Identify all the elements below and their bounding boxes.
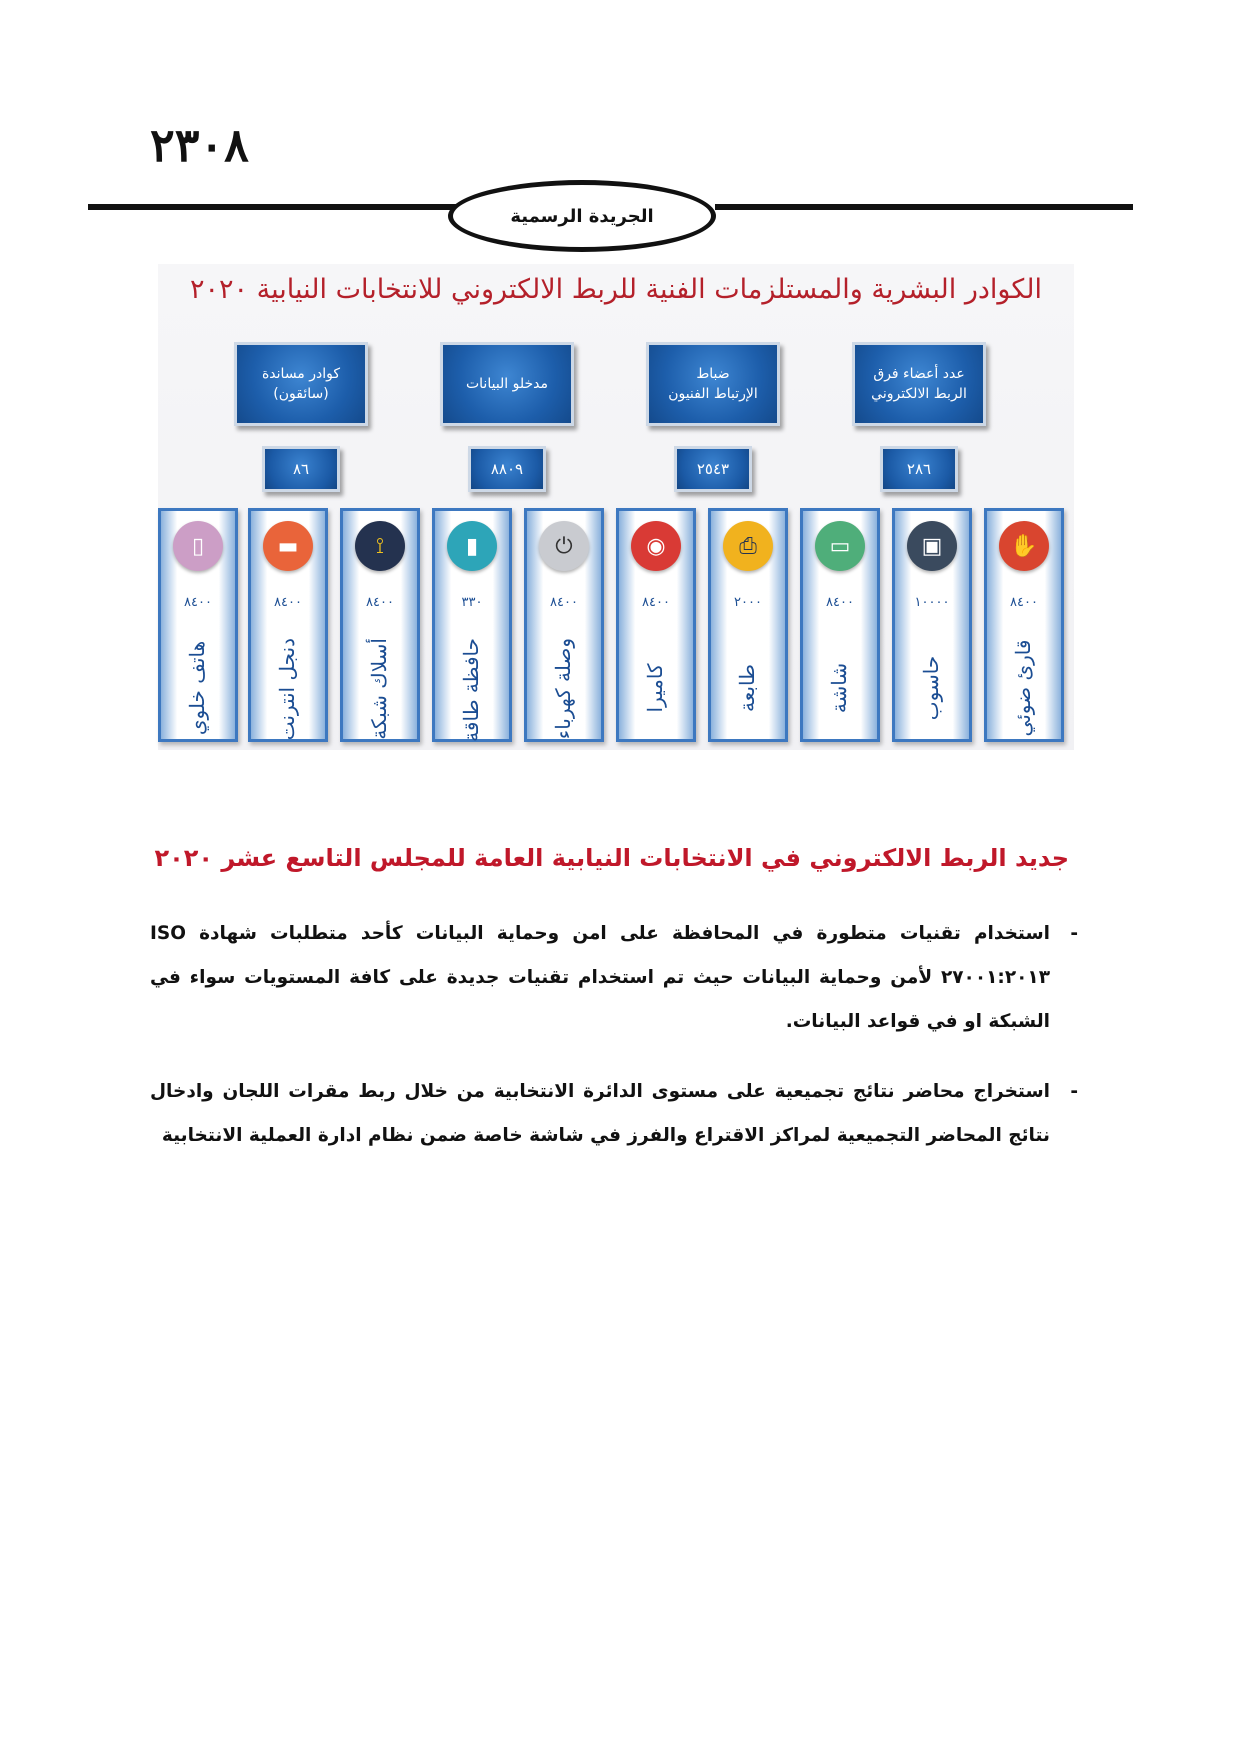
power-strip-icon: ⏻	[539, 521, 589, 571]
equipment-label: هاتف خلوي	[185, 640, 209, 736]
equipment-quantity: ٣٣٠	[461, 595, 483, 610]
header-rule	[715, 204, 1133, 210]
equipment-label: دنجل انترنت	[275, 638, 299, 741]
equipment-quantity: ٨٤٠٠	[642, 595, 670, 610]
category-label: ضباط	[696, 366, 730, 382]
battery-icon: ▮	[447, 521, 497, 571]
category-count: ٢٥٤٣	[674, 446, 752, 492]
bullet-paragraph	[150, 912, 1078, 1044]
bullet-paragraph	[150, 1070, 1078, 1158]
category-count: ٨٨٠٩	[468, 446, 546, 492]
category-label: الربط الالكتروني	[871, 386, 967, 402]
equipment-label: وصلة كهرباء	[551, 638, 575, 740]
category-label: عدد أعضاء فرق	[873, 366, 965, 382]
equipment-card	[616, 508, 696, 742]
equipment-label: قارئ ضوئي	[1011, 639, 1035, 737]
mobile-phone-icon: ▯	[173, 521, 223, 571]
scanner-icon: ✋	[999, 521, 1049, 571]
usb-dongle-icon: ▬	[263, 521, 313, 571]
equipment-quantity: ٨٤٠٠	[184, 595, 212, 610]
equipment-card	[340, 508, 420, 742]
monitor-icon: ▭	[815, 521, 865, 571]
equipment-card	[708, 508, 788, 742]
equipment-card	[248, 508, 328, 742]
category-label: (سائقون)	[273, 386, 329, 402]
category-box	[646, 342, 780, 426]
equipment-label: شاشة	[827, 662, 851, 714]
section-heading: جديد الربط الالكتروني في الانتخابات النيابية العامة للمجلس التاسع عشر ٢٠٢٠	[154, 844, 1069, 872]
equipment-card	[432, 508, 512, 742]
category-count: ٨٦	[262, 446, 340, 492]
category-label: الإرتباط الفنيون	[668, 386, 758, 402]
equipment-quantity: ٨٤٠٠	[274, 595, 302, 610]
computer-icon: ▣	[907, 521, 957, 571]
infographic	[158, 264, 1074, 750]
category-box	[440, 342, 574, 426]
category-label: مدخلو البيانات	[465, 376, 549, 392]
category-box	[852, 342, 986, 426]
equipment-card	[524, 508, 604, 742]
publication-name: الجريدة الرسمية	[448, 180, 716, 252]
equipment-label: حافظة طاقة	[459, 638, 483, 742]
equipment-card	[158, 508, 238, 742]
equipment-label: طابعة	[735, 664, 759, 712]
header-rule	[88, 204, 460, 210]
equipment-quantity: ١٠٠٠٠	[914, 595, 950, 610]
category-box	[234, 342, 368, 426]
equipment-label: حاسوب	[919, 655, 943, 721]
page-number: ٢٣٠٨	[150, 118, 249, 172]
camera-icon: ◉	[631, 521, 681, 571]
printer-icon: ⎙	[723, 521, 773, 571]
equipment-card	[892, 508, 972, 742]
bullet-dash: -	[1070, 923, 1078, 944]
equipment-quantity: ٨٤٠٠	[366, 595, 394, 610]
bullet-text: استخراج محاضر نتائج تجميعية على مستوى الدائرة الانتخابية من خلال ربط مقرات اللجان وادخال نتائج المحاضر التجميعية لمراكز الاقتراع والفرز في شاشة خاصة ضمن نظام ادارة العملية الانتخابية	[150, 1081, 1050, 1146]
bullet-text: استخدام تقنيات متطورة في المحافظة على امن وحماية البيانات كأحد متطلبات شهادة ISO ٢٧٠٠١:٢٠١٣ لأمن وحماية البيانات حيث تم استخدام تقنيات جديدة على كافة المستويات سواء في الشبكة او في قواعد البيانات.	[150, 923, 1050, 1032]
network-cable-icon: ⟟	[355, 521, 405, 571]
equipment-card	[800, 508, 880, 742]
equipment-card	[984, 508, 1064, 742]
bullet-dash: -	[1070, 1081, 1078, 1102]
equipment-quantity: ٢٠٠٠	[734, 595, 762, 610]
equipment-label: كاميرا	[643, 663, 667, 713]
equipment-quantity: ٨٤٠٠	[550, 595, 578, 610]
category-label: كوادر مساندة	[261, 366, 341, 382]
equipment-label: أسلاك شبكة	[367, 638, 391, 740]
category-count: ٢٨٦	[880, 446, 958, 492]
equipment-quantity: ٨٤٠٠	[1010, 595, 1038, 610]
equipment-quantity: ٨٤٠٠	[826, 595, 854, 610]
infographic-title: الكوادر البشرية والمستلزمات الفنية للربط الالكتروني للانتخابات النيابية ٢٠٢٠	[190, 274, 1042, 305]
